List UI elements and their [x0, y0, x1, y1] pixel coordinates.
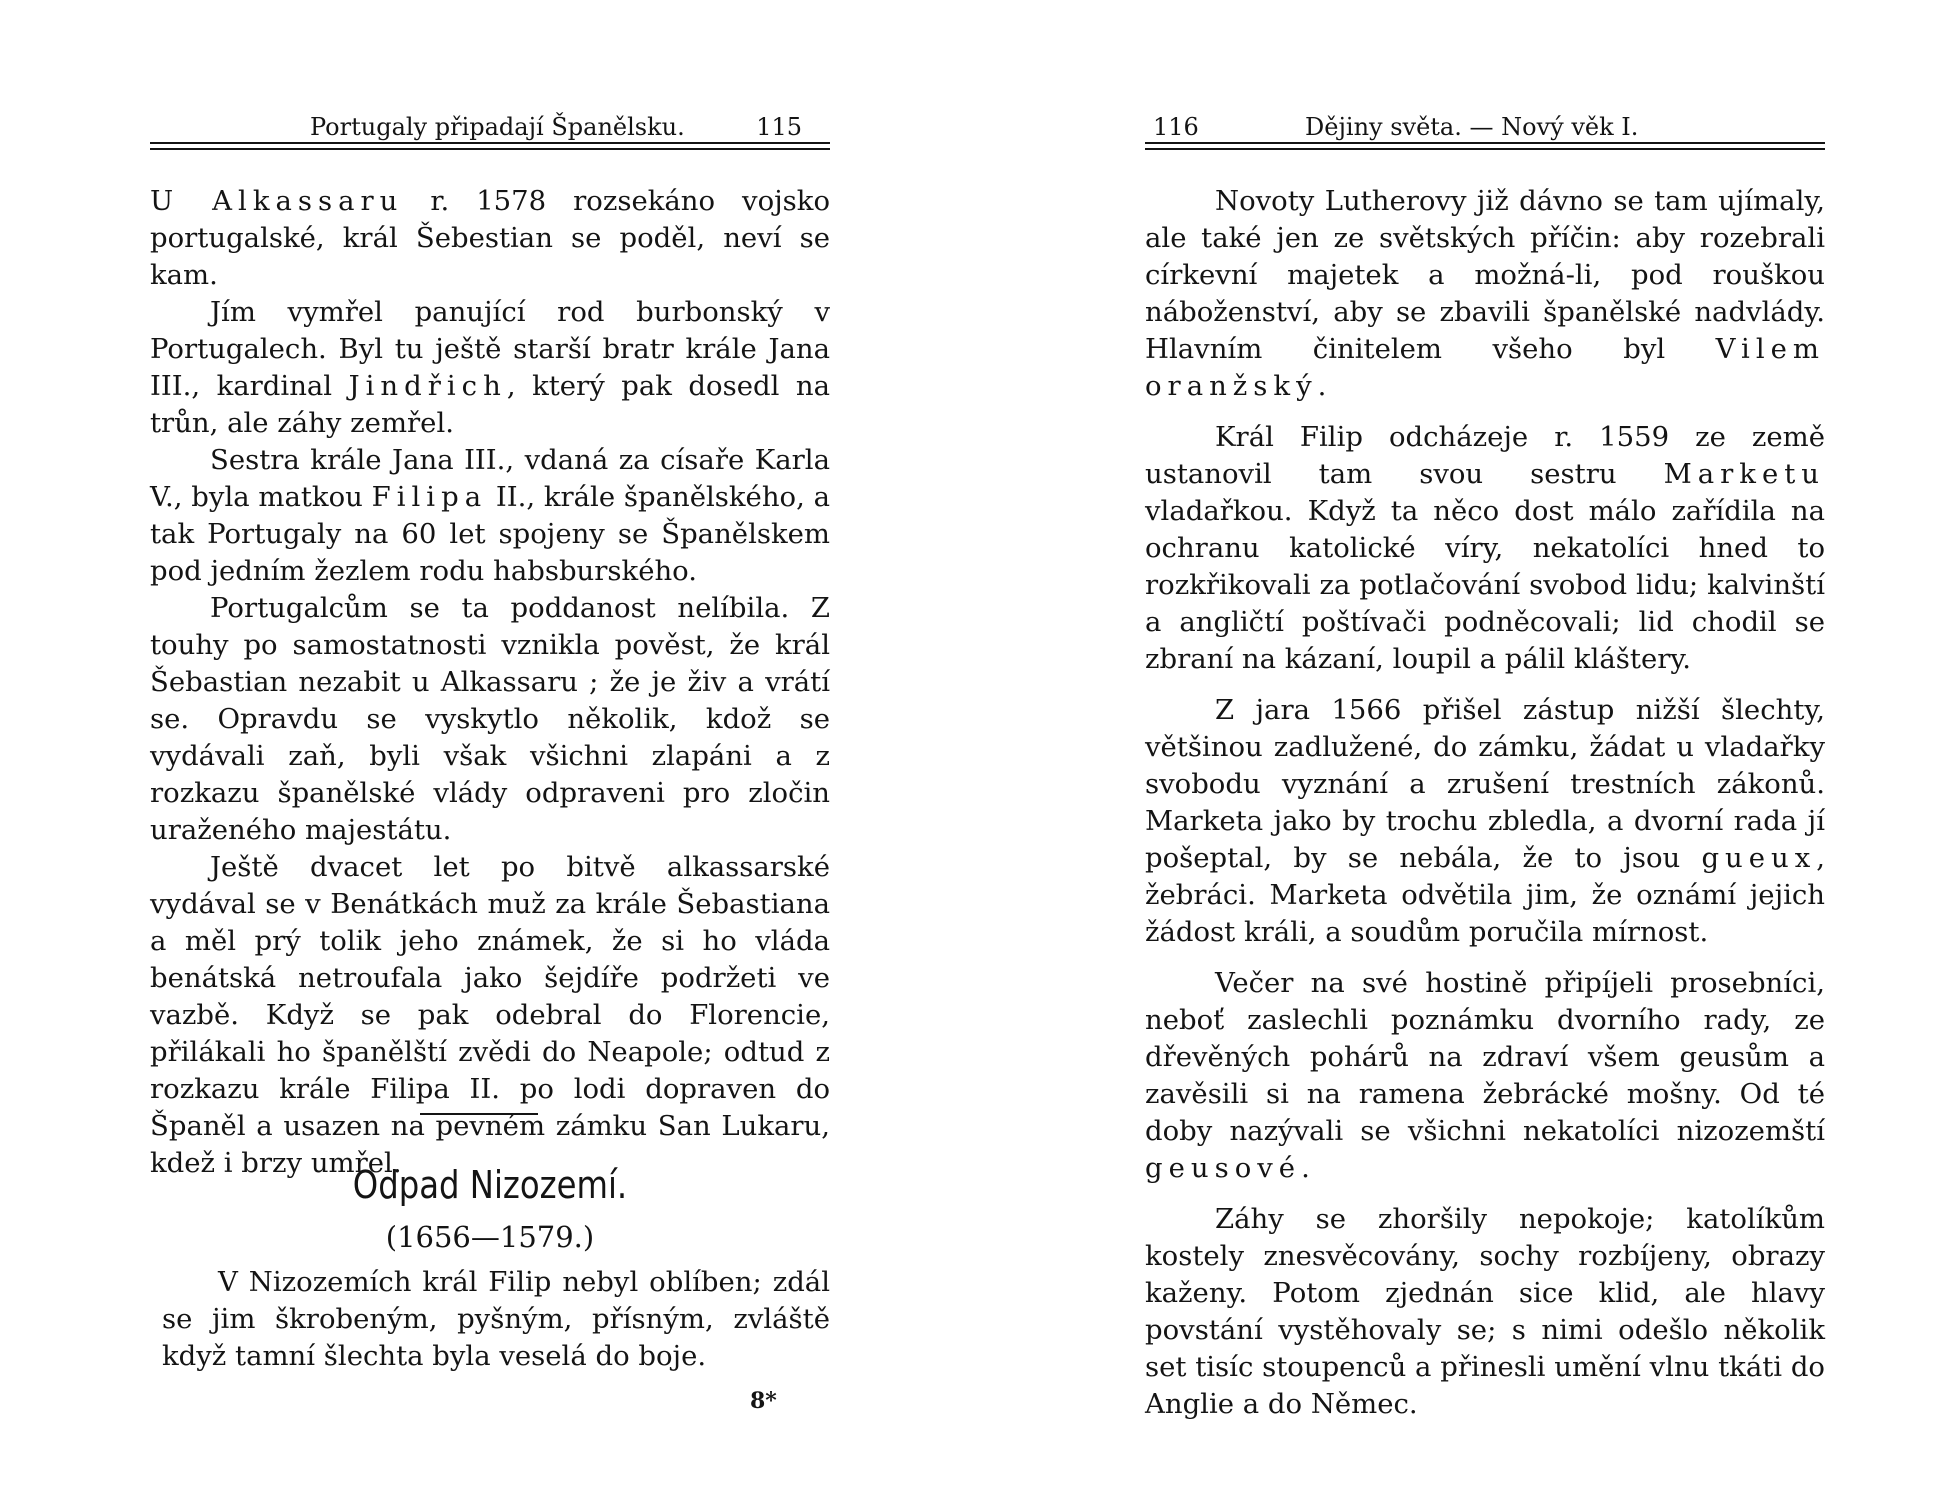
signature-mark: 8*	[750, 1388, 777, 1414]
left-paragraph-2	[150, 294, 830, 442]
left-paragraph-5: Ještě dvacet let po bitvě alkassarské vydával se v Benátkách muž za krále Šebastiana a měl prý tolik jeho známek, že si ho vláda benátská netroufala jako šejdíře podržeti ve vazbě. Když se pak odebral do Florencie, přilákali ho španělští zvědi do Neapole; odtud z rozkazu krále Filipa II. po lodi dopraven do Španěl a usazen na pevném zámku San Lukaru, kdež i brzy umřel.	[150, 851, 830, 1179]
left-running-head	[150, 110, 830, 144]
right-paragraph-5: Záhy se zhoršily nepokoje; katolíkům kostely znesvěcovány, sochy rozbíjeny, obrazy kaženy. Potom zjednán sice klid, ale hlavy povstání vystěhovaly se; s nimi odešlo několik set tisíc stoupenců a přinesli umění vlnu tkáti do Anglie a do Němec.	[1145, 1203, 1825, 1420]
spaced-term: Marketu	[1663, 458, 1825, 490]
paragraph-text: vladařkou. Když ta něco dost málo zařídila na ochranu katolické víry, nekatolíci hned to rozkřikovali za potlačování svobod lidu; kalvinští a angličtí poštívači podněcovali; lid chodil se zbraní na kázaní, loupil a pálil kláštery.	[1145, 495, 1825, 675]
spaced-term: Jindřich	[348, 370, 507, 402]
section-divider	[420, 1113, 538, 1115]
left-paragraph-4: Portugalcům se ta poddanost nelíbila. Z touhy po samostatnosti vznikla pověst, že král Šebastian nezabit u Alkassaru ; že je živ a vrátí se. Opravdu se vyskytlo několik, kdož se vydávali zaň, byli však všichni zlapáni a z rozkazu španělské vlády odpraveni pro zločin uraženého majestátu.	[150, 592, 830, 846]
left-head-rule-2	[150, 148, 830, 150]
paragraph-text: , který pak dosedl na trůn, ale záhy zemřel.	[150, 370, 830, 439]
spaced-term: geusové	[1145, 1152, 1302, 1184]
left-running-title: Portugaly připadají Španělsku.	[310, 113, 685, 141]
left-paragraph-3	[150, 442, 830, 590]
paragraph-text: II., krále španělského, a tak Portugaly na 60 let spojeny se Španělskem pod jedním žezlem rodu habsburského.	[150, 481, 830, 587]
left-head-rule-1	[150, 142, 830, 144]
paragraph-text: Večer na své hostině připíjeli prosebníci, neboť zaslechli poznámku dvorního rady, ze dřevěných pohárů na zdraví všem geusům a zavěsili si na ramena žebrácké mošny. Od té doby nazývali se všichni nekatolíci nizozemští	[1145, 967, 1825, 1147]
left-page-number: 115	[756, 113, 802, 141]
right-body-text	[1145, 183, 1825, 1423]
paragraph-text: Novoty Lutherovy již dávno se tam ujímaly, ale také jen ze světských příčin: aby rozebrali církevní majetek a možná-li, pod rouškou náboženství, aby se zbavili španělské nadvlády. Hlavním činitelem všeho byl	[1145, 185, 1825, 365]
right-head-rule-2	[1145, 148, 1825, 150]
right-head-rule-1	[1145, 142, 1825, 144]
paragraph-text: Sestra krále Jana III., vdaná za císaře Karla V., byla matkou	[150, 444, 830, 513]
left-paragraph-1	[150, 183, 830, 294]
right-running-head	[1145, 110, 1825, 144]
right-running-title: Dějiny světa. — Nový věk I.	[1305, 113, 1639, 141]
paragraph-text: r. 1578 rozsekáno vojsko portugalské, král Šebestian se poděl, neví se kam.	[150, 185, 830, 291]
right-paragraph-3	[1145, 692, 1825, 951]
section-years: (1656—1579.)	[385, 1220, 595, 1254]
paragraph-text: , žebráci. Marketa odvětila jim, že oznámí jejich žádost králi, a soudům poručila mírnost.	[1145, 842, 1825, 948]
section-title: Odpad Nizozemí.	[352, 1163, 628, 1207]
right-page	[1145, 0, 1825, 1500]
spaced-term: Vilem oranžský	[1145, 333, 1825, 402]
paragraph-text: .	[1301, 1152, 1310, 1184]
paragraph-text: Z jara 1566 přišel zástup nižší šlechty, většinou zadlužené, do zámku, žádat u vladařky svobodu vyznání a zrušení trestních zákonů. Marketa jako by trochu zbledla, a dvorní rada jí pošeptal, by se nebála, že to jsou	[1145, 694, 1825, 874]
right-paragraph-1	[1145, 183, 1825, 405]
spaced-term: Filipa	[371, 481, 488, 513]
left-body-text	[150, 183, 830, 1182]
right-page-number: 116	[1153, 113, 1199, 141]
spaced-term: U Alkassaru	[150, 185, 404, 217]
section-text	[162, 1264, 830, 1375]
right-paragraph-4	[1145, 965, 1825, 1187]
paragraph-text: Král Filip odcházeje r. 1559 ze země ustanovil tam svou sestru	[1145, 421, 1825, 490]
left-page	[150, 0, 830, 1500]
spaced-term: gueux	[1701, 842, 1817, 874]
right-paragraph-2	[1145, 419, 1825, 678]
section-paragraph: V Nizozemích král Filip nebyl oblíben; zdál se jim škrobeným, pyšným, přísným, zvláště když tamní šlechta byla veselá do boje.	[162, 1266, 830, 1372]
paragraph-text: .	[1317, 370, 1327, 402]
paragraph-text: Jím vymřel panující rod burbonský v Portugalech. Byl tu ještě starší bratr krále Jana III., kardinal	[150, 296, 830, 402]
